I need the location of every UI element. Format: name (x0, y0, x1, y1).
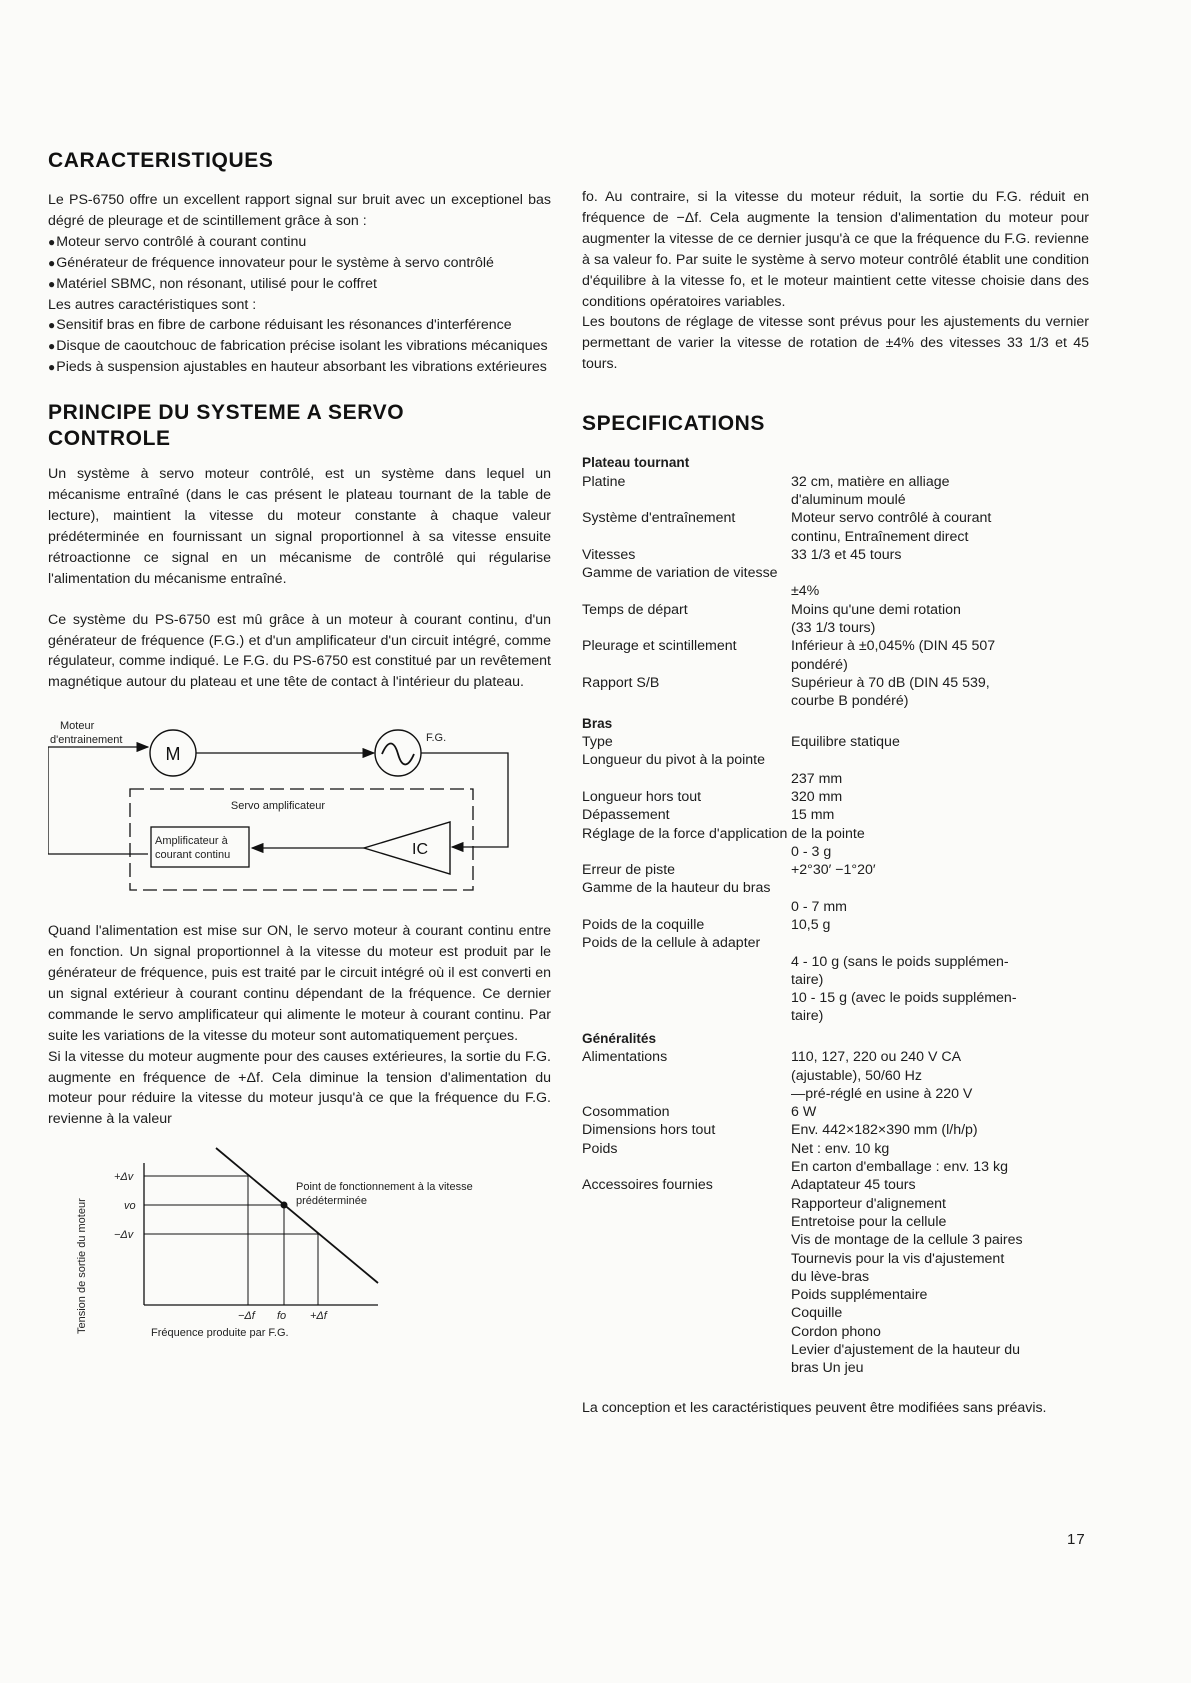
spec-row (582, 1103, 1089, 1121)
spec-value: 10,5 g (791, 916, 831, 933)
spec-key: Gamme de variation de vitesse (582, 565, 778, 582)
spec-value: +2°30′ −1°20′ (791, 862, 876, 879)
adjustment-paragraph: Les boutons de réglage de vitesse sont prévus pour les ajustements du vernier permettant de varier la vitesse de rotation de ±4% des vitesses 33 1/3 et 45 tours. (582, 314, 1089, 373)
heading-principe (48, 400, 551, 452)
spec-key: Erreur de piste (582, 862, 676, 879)
spec-value-line: 4 - 10 g (sans le poids supplémen- (791, 953, 1009, 970)
spec-value-line: Moins qu'une demi rotation (791, 601, 961, 618)
spec-key: Longueur hors tout (582, 788, 702, 805)
spec-key: Poids de la coquille (582, 916, 705, 933)
x-tick: +Δf (310, 1310, 327, 1323)
spec-row (582, 751, 1089, 788)
disclaimer-note: La conception et les caractéristiques peuvent être modifiées sans préavis. (582, 1399, 1047, 1416)
spec-key: Longueur du pivot à la pointe (582, 752, 766, 769)
heading-specifications: SPECIFICATIONS (582, 412, 766, 436)
graph-ylabel: Tension de sortie du moteur (76, 1198, 88, 1335)
spec-key: Pleurage et scintillement (582, 638, 737, 655)
sine-icon (382, 744, 414, 765)
spec-value-line: pondéré) (791, 656, 848, 673)
spec-key: Système d'entraînement (582, 510, 736, 527)
y-tick: +Δv (114, 1171, 134, 1184)
spec-value: 0 - 7 mm (791, 898, 847, 915)
spec-value: 6 W (791, 1104, 817, 1121)
spec-value-line: —pré-réglé en usine à 220 V (791, 1085, 973, 1102)
dc-amplifier-label: Amplificateur à (155, 835, 228, 848)
principle-paragraph-1: Un système à servo moteur contrôlé, est un système dans lequel un mécanisme entraîné (dans le cas présent le plateau tournant de la table de lecture), maintient la vitesse du moteur constante à chaque valeur prédéterminée en fournissant un signal proportionnel à sa vitesse ensuite rétroactionne ce signal en un mécanisme de contrôlé qui régularise l'alimentation du mécanisme entraîné. (48, 466, 551, 587)
spec-row (582, 788, 1089, 806)
servo-block-diagram (48, 707, 551, 907)
spec-row (582, 916, 1089, 934)
spec-key: Platine (582, 473, 626, 490)
accessory-item: Tournevis pour la vis d'ajustement (791, 1250, 1005, 1267)
spec-value (791, 601, 1089, 638)
spec-key: Temps de départ (582, 601, 688, 618)
spec-value-line: taire) (791, 1008, 824, 1025)
left-column (48, 148, 551, 1338)
spec-row (582, 1048, 1089, 1103)
continuation-paragraph: fo. Au contraire, si la vitesse du moteur réduit, la sortie du F.G. réduit en fréquence de −Δf. Cela augmente la tension d'alimentation du moteur pour augmenter la vitesse de ce dernier jusqu'à ce que la fréquence du F.G. revienne à sa valeur fo. Par suite le système à servo moteur contrôlé établit une condition d'équilibre à la vitesse fo, et le moteur maintient cette vitesse choisie dans des conditions opératoires variables. (582, 189, 1089, 310)
spec-section-bras: Bras (582, 715, 613, 731)
accessory-item: Vis de montage de la cellule 3 paires (791, 1232, 1023, 1249)
accessory-item: Entretoise pour la cellule (791, 1213, 947, 1230)
spec-row (582, 509, 1089, 546)
spec-key: Vitesses (582, 546, 636, 563)
y-tick: −Δv (114, 1229, 134, 1242)
heading-principe-line2: CONTROLE (48, 427, 171, 451)
speed-increase-paragraph: Si la vitesse du moteur augmente pour des causes extérieures, la sortie du F.G. augmente en fréquence de +Δf. Cela diminue la tension d'alimentation du moteur pour réduire la vitesse du moteur jusqu'à ce que la fréquence du F.G. revienne à la valeur (48, 1048, 551, 1128)
spec-value (791, 473, 1089, 510)
spec-key: Cosommation (582, 1104, 670, 1121)
spec-key: Poids de la cellule à adapter (582, 935, 761, 952)
x-tick: −Δf (238, 1310, 255, 1323)
spec-key: Dimensions hors tout (582, 1122, 716, 1139)
accessory-item: du lève-bras (791, 1268, 870, 1285)
spec-value-line: 110, 127, 220 ou 240 V CA (791, 1049, 962, 1066)
spec-value-line: 32 cm, matière en alliage (791, 473, 950, 490)
spec-row (582, 473, 1089, 510)
spec-value: Env. 442×182×390 mm (l/h/p) (791, 1122, 978, 1139)
spec-value-line: continu, Entraînement direct (791, 528, 969, 545)
spec-key: Type (582, 734, 613, 751)
x-tick: fo (277, 1310, 287, 1323)
spec-row (582, 825, 1089, 862)
spec-key: Accessoires fournies (582, 1177, 713, 1194)
ic-label: IC (412, 841, 428, 859)
spec-value (791, 1140, 1089, 1177)
feedback-line-left (48, 747, 148, 854)
operation-paragraph: Quand l'alimentation est mise sur ON, le servo moteur à courant continu entre en fonction. Un signal proportionnel à la vitesse du moteur est produit par le générateur de fréquence, puis est traité par le circuit intégré où il est converti en un signal extérieur à courant continu dépendant de la fréquence. Ce dernier commande le servo amplificateur qui alimente le moteur à courant continu. Par suite les variations de la vitesse du moteur sont automatiquement perçues. (48, 923, 551, 1044)
spec-value-line: courbe B pondéré) (791, 693, 909, 710)
spec-key: Gamme de la hauteur du bras (582, 880, 771, 897)
spec-value: Equilibre statique (791, 734, 900, 751)
accessory-item: Cordon phono (791, 1323, 881, 1340)
feature-item: ● Sensitif bras en fibre de carbone réduisant les résonances d'interférence (48, 315, 551, 336)
spec-row (582, 601, 1089, 638)
principle-paragraph-2: Ce système du PS-6750 est mû grâce à un moteur à courant continu, d'un générateur de fréquence (F.G.) et d'un amplificateur d'un circuit intégré, comme régulateur, comme indiqué. Le F.G. du PS-6750 est constitué par un revêtement magnétique autour du plateau et une tête de contact à l'intérieur du plateau. (48, 611, 551, 691)
feature-item: ● Pieds à suspension ajustables en hauteur absorbant les vibrations extérieures (48, 357, 551, 378)
spec-row (582, 637, 1089, 674)
y-tick: vo (124, 1200, 136, 1213)
spec-value: ±4% (791, 583, 820, 600)
servo-amp-label: Servo amplificateur (230, 800, 326, 813)
spec-key: Alimentations (582, 1049, 668, 1066)
accessory-item: Coquille (791, 1305, 843, 1322)
accessory-item: Adaptateur 45 tours (791, 1177, 916, 1194)
accessory-item: Levier d'ajustement de la hauteur du (791, 1342, 1021, 1359)
fg-label: F.G. (426, 732, 447, 745)
motor-label: Moteur (60, 720, 95, 733)
graph-annotation: prédéterminée (296, 1195, 367, 1208)
spec-value (791, 637, 1089, 674)
frequency-voltage-graph (48, 1138, 551, 1338)
spec-value-line: En carton d'emballage : env. 13 kg (791, 1159, 1008, 1176)
spec-key: Dépassement (582, 807, 670, 824)
spec-row (582, 546, 1089, 564)
intro-paragraph: Le PS-6750 offre un excellent rapport signal sur bruit avec un exceptionel bas dégré de pleurage et de scintillement grâce à son : (48, 192, 551, 229)
spec-value (791, 1176, 1089, 1377)
heading-caracteristiques: CARACTERISTIQUES (48, 149, 274, 172)
dc-amplifier-label: courant continu (155, 849, 231, 862)
ic-amplifier (364, 822, 450, 874)
characteristic-line (216, 1148, 378, 1283)
spec-value (791, 509, 1089, 546)
spec-row (582, 733, 1089, 751)
spec-row (582, 564, 1089, 601)
spec-value (582, 953, 1089, 1026)
spec-value-line: (33 1/3 tours) (791, 620, 876, 637)
spec-row (582, 1121, 1089, 1139)
feedback-line-right (421, 753, 508, 847)
spec-value-line: 10 - 15 g (avec le poids supplémen- (791, 990, 1017, 1007)
spec-value: 237 mm (791, 770, 843, 787)
spec-row (582, 806, 1089, 824)
spec-row (582, 879, 1089, 916)
spec-value: 320 mm (791, 788, 843, 805)
spec-value-line: (ajustable), 50/60 Hz (791, 1067, 922, 1084)
spec-value (791, 1048, 1089, 1103)
spec-value-line: d'aluminum moulé (791, 491, 906, 508)
motor-symbol-label: M (165, 744, 181, 765)
spec-row (582, 1176, 1089, 1377)
spec-section-plateau: Plateau tournant (582, 455, 690, 471)
dc-amplifier-box (151, 827, 249, 867)
spec-row (582, 674, 1089, 711)
heading-principe-line1: PRINCIPE DU SYSTEME A SERVO (48, 401, 405, 425)
spec-value-line: taire) (791, 971, 824, 988)
operating-point (281, 1202, 288, 1209)
spec-value: 33 1/3 et 45 tours (791, 546, 902, 563)
feature-item: ● Disque de caoutchouc de fabrication précise isolant les vibrations mécaniques (48, 336, 551, 357)
graph-annotation: Point de fonctionnement à la vitesse (296, 1181, 473, 1194)
feature-item: ● Générateur de fréquence innovateur pour le système à servo contrôlé (48, 253, 551, 274)
spec-row (582, 934, 1089, 1025)
spec-value: 15 mm (791, 807, 835, 824)
accessory-item: Poids supplémentaire (791, 1287, 928, 1304)
feature-item: ● Matériel SBMC, non résonant, utilisé pour le coffret (48, 274, 551, 295)
spec-value: 0 - 3 g (791, 843, 832, 860)
motor-label: d'entrainement (50, 734, 123, 747)
spec-value (791, 674, 1089, 711)
spec-key: Poids (582, 1140, 618, 1157)
spec-value-line: Supérieur à 70 dB (DIN 45 539, (791, 674, 990, 691)
spec-value-line: Net : env. 10 kg (791, 1140, 890, 1157)
spec-section-generalites: Généralités (582, 1030, 657, 1046)
spec-key: Rapport S/B (582, 674, 660, 691)
accessory-item: Rapporteur d'alignement (791, 1195, 946, 1212)
spec-key: Réglage de la force d'application de la pointe (582, 825, 865, 842)
page-number: 17 (1067, 1531, 1086, 1548)
others-intro: Les autres caractéristiques sont : (48, 296, 257, 313)
graph-xlabel: Fréquence produite par F.G. (151, 1327, 289, 1339)
spec-value-line: Inférieur à ±0,045% (DIN 45 507 (791, 638, 996, 655)
feature-item: ● Moteur servo contrôlé à courant continu (48, 232, 551, 253)
spec-row (582, 861, 1089, 879)
spec-row (582, 1140, 1089, 1177)
right-column (582, 187, 1089, 1419)
accessory-item: bras Un jeu (791, 1360, 864, 1377)
spec-value-line: Moteur servo contrôlé à courant (791, 510, 992, 527)
